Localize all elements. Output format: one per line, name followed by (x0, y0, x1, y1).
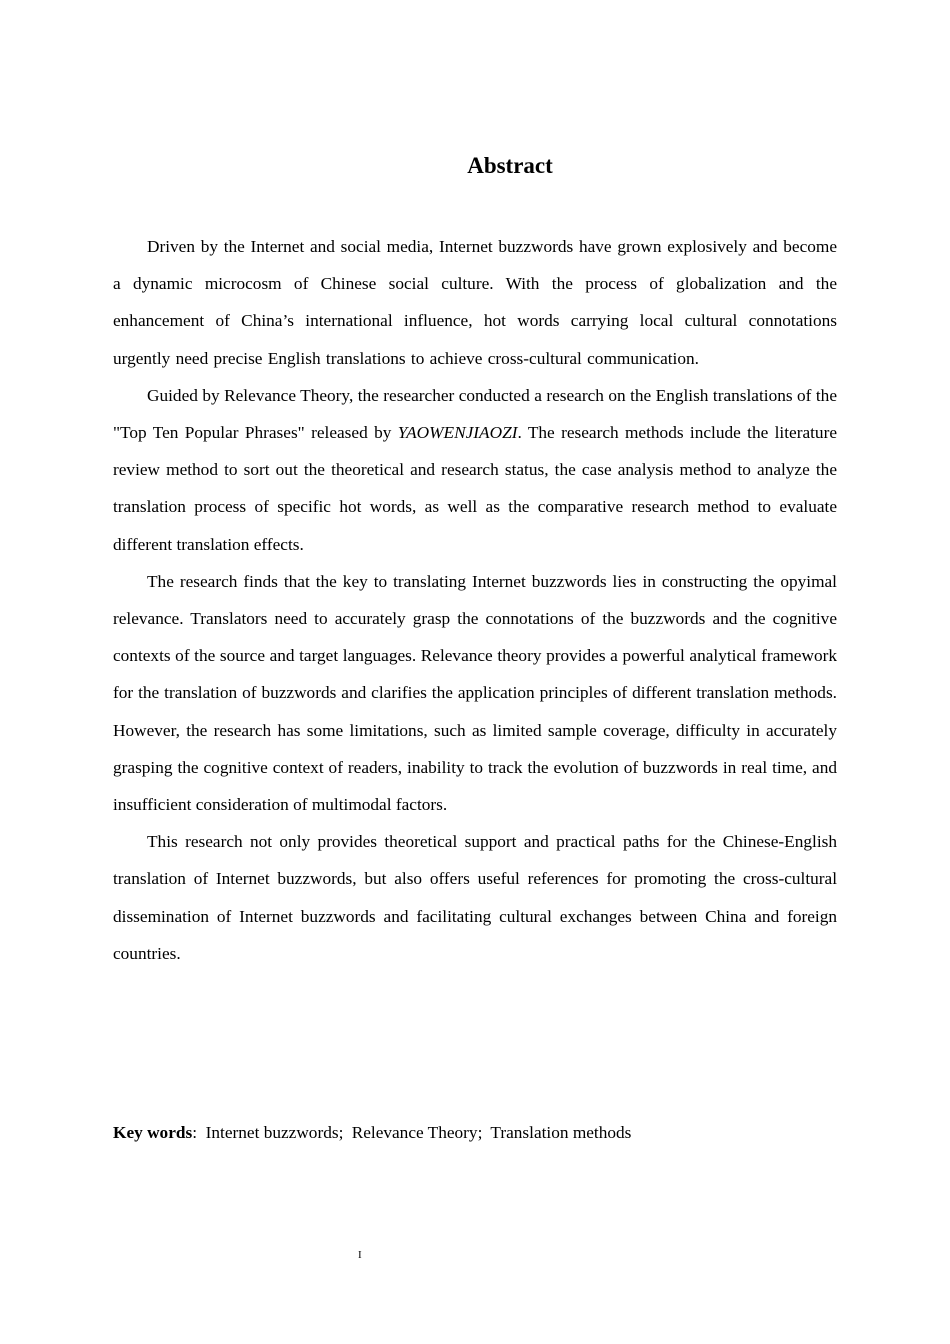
keyword-item: Relevance Theory; (351, 1123, 483, 1142)
keywords-line (113, 1119, 837, 1147)
abstract-paragraph-2 (113, 377, 837, 563)
keywords-separator: : (192, 1123, 198, 1142)
abstract-paragraph-1: Driven by the Internet and social media, Internet buzzwords have grown explosively and become a dynamic microcosm of Chinese social culture. With the process of globalization and the enhancement of China’s international influence, hot words carrying local cultural connotations urgently need precise English translations to achieve cross-cultural communication. (113, 237, 837, 368)
keywords-label: Key words (113, 1123, 193, 1142)
abstract-paragraph-4: This research not only provides theoretical support and practical paths for the Chinese-English translation of Internet buzzwords, but also offers useful references for promoting the cross-cultural dissemination of Internet buzzwords and facilitating cultural exchanges between China and foreign countries. (113, 832, 837, 963)
abstract-body (113, 228, 837, 972)
paragraph-2-text-before: Guided by Relevance Theory, the researcher conducted a research on the English translations of the "Top Ten Popular Phrases" released by (113, 385, 837, 443)
keyword-item: Internet buzzwords; (205, 1123, 344, 1142)
paragraph-2-italic-name: YAOWENJIAOZI (397, 423, 518, 443)
abstract-paragraph-3: The research finds that the key to translating Internet buzzwords lies in constructing the opyimal relevance. Translators need to accurately grasp the connotations of the buzzwords and the cognitive contexts of the source and target languages. Relevance theory provides a powerful analytical framework for the translation of buzzwords and clarifies the application principles of different translation methods. However, the research has some limitations, such as limited sample coverage, difficulty in accurately grasping the cognitive context of readers, inability to track the evolution of buzzwords in real time, and insufficient consideration of multimodal factors. (113, 571, 837, 815)
paragraph-2-text-after: . The research methods include the literature review method to sort out the theoretical and research status, the case analysis method to analyze the translation process of specific hot words, as well as the comparative research method to evaluate different translation effects. (113, 423, 837, 554)
abstract-title: Abstract (467, 153, 553, 178)
keyword-item: Translation methods (490, 1123, 632, 1142)
page-number: I (358, 1249, 362, 1261)
